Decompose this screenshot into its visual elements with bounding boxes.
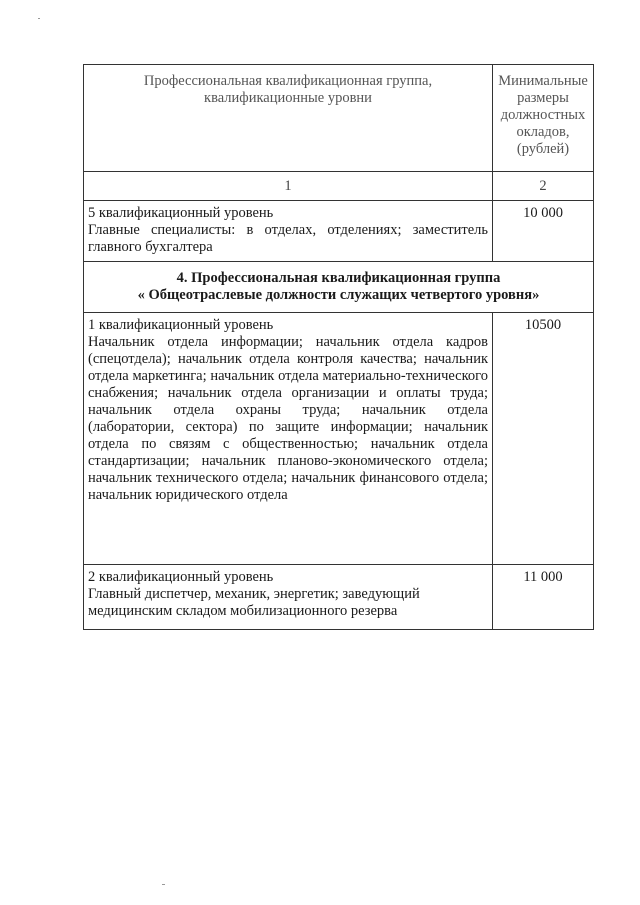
qualification-level-title: 2 квалификационный уровень	[88, 569, 274, 585]
table-header-row	[84, 65, 594, 172]
column-number-2: 2	[493, 172, 594, 201]
header-qualification-group: Профессиональная квалификационная группа, квалификационные уровни	[84, 65, 493, 172]
header-min-salary: Минимальные размеры должностных окладов, (рублей)	[493, 65, 594, 172]
table-row	[84, 565, 594, 630]
scan-speck	[38, 18, 40, 19]
qualification-level-cell	[84, 313, 493, 565]
group-heading-line2: « Общеотраслевые должности служащих четвертого уровня»	[137, 287, 540, 303]
scan-speck	[162, 884, 165, 885]
qualification-level-positions: Начальник отдела информации; начальник отдела кадров (спецотдела); начальник отдела контроля качества; начальник отдела маркетинга; начальник отдела материально-технического снабжения; начальник отдела организации и оплаты труда; начальник отдела охраны труда; начальник отдела (лаборатории, сектора) по защите информации; начальник отдела по связям с общественностью; начальник отдела стандартизации; начальник планово-экономического отдела; начальник технического отдела; начальник финансового отдела; начальник юридического отдела	[88, 334, 488, 503]
salary-value: 11 000	[493, 565, 594, 630]
qualification-level-title: 1 квалификационный уровень	[88, 317, 274, 333]
column-number-row	[84, 172, 594, 201]
group-heading-row	[84, 262, 594, 313]
table-row	[84, 201, 594, 262]
group-heading-line1: 4. Профессиональная квалификационная группа	[176, 270, 501, 286]
qualification-level-cell	[84, 565, 493, 630]
salary-table	[83, 64, 594, 630]
qualification-level-title: 5 квалификационный уровень	[88, 205, 274, 221]
column-number-1: 1	[84, 172, 493, 201]
qualification-level-cell	[84, 201, 493, 262]
qualification-level-positions: Главный диспетчер, механик, энергетик; заведующий медицинским складом мобилизационного резерва	[88, 586, 420, 619]
salary-value: 10500	[493, 313, 594, 565]
salary-value: 10 000	[493, 201, 594, 262]
qualification-level-positions: Главные специалисты: в отделах, отделениях; заместитель главного бухгалтера	[88, 222, 488, 255]
group-heading	[84, 262, 594, 313]
table-row	[84, 313, 594, 565]
